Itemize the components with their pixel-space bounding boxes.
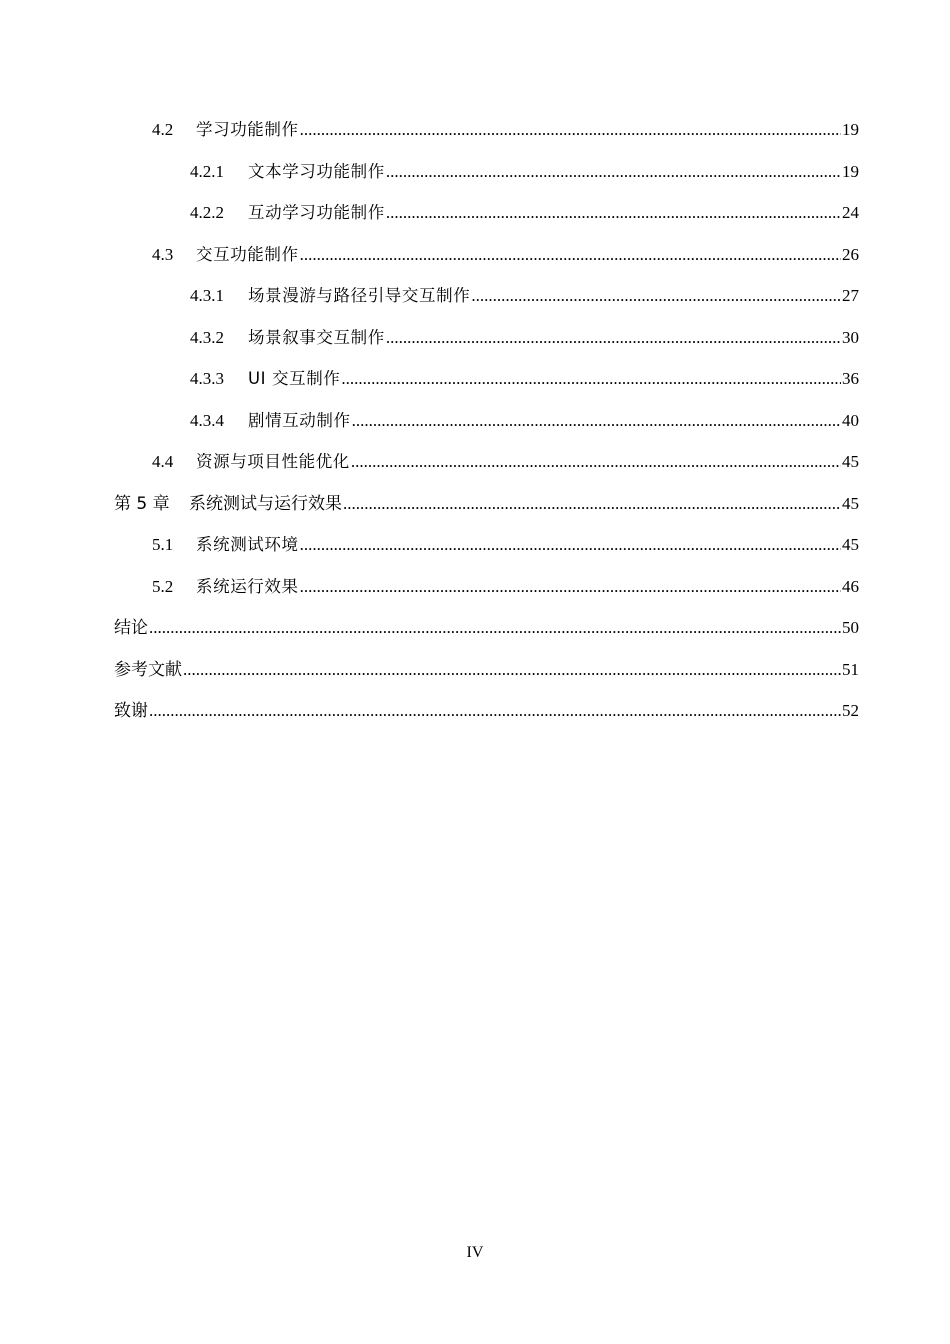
toc-entry-4-3-2[interactable]: [0, 324, 950, 366]
toc-leader-dots: [183, 656, 841, 684]
toc-entry-title: 学习功能制作: [196, 120, 299, 139]
toc-entry-page: 51: [842, 659, 859, 679]
toc-entry-title: 场景漫游与路径引导交互制作: [248, 286, 471, 305]
toc-entry-number: 4.3: [152, 244, 174, 264]
toc-entry-page: 40: [842, 410, 859, 430]
table-of-contents: [0, 116, 950, 739]
toc-entry-page: 46: [842, 576, 859, 596]
toc-entry-5-1[interactable]: [0, 531, 950, 573]
toc-entry-4-3[interactable]: [0, 241, 950, 283]
toc-entry-title: 系统测试环境: [196, 535, 299, 554]
toc-entry-4-4[interactable]: [0, 448, 950, 490]
toc-leader-dots: [300, 116, 841, 144]
toc-leader-dots: [386, 324, 841, 352]
toc-entry-4-2[interactable]: [0, 116, 950, 158]
toc-entry-page: 30: [842, 327, 859, 347]
toc-entry-title: 交互功能制作: [196, 244, 299, 264]
toc-entry-4-3-3[interactable]: [0, 365, 950, 407]
toc-entry-4-3-4[interactable]: [0, 407, 950, 449]
toc-entry-title: 互动学习功能制作: [248, 203, 385, 222]
toc-leader-dots: [300, 573, 841, 601]
toc-entry-chapter-5[interactable]: [0, 490, 950, 532]
toc-entry-page: 50: [842, 618, 859, 637]
page-number-footer: IV: [466, 1244, 484, 1261]
toc-entry-title: 剧情互动制作: [248, 410, 351, 430]
toc-leader-dots: [343, 490, 841, 518]
toc-entry-page: 26: [842, 244, 859, 264]
toc-entry-4-2-1[interactable]: [0, 158, 950, 200]
toc-leader-dots: [149, 614, 841, 642]
toc-entry-number: 4.3.4: [190, 410, 224, 430]
toc-entry-5-2[interactable]: [0, 573, 950, 615]
toc-entry-number: 5.1: [152, 535, 174, 554]
toc-entry-page: 36: [842, 369, 859, 388]
toc-leader-dots: [386, 158, 841, 186]
toc-entry-page: 45: [842, 493, 859, 513]
toc-entry-4-2-2[interactable]: [0, 199, 950, 241]
toc-entry-references[interactable]: [0, 656, 950, 698]
toc-entry-number: 4.4: [152, 452, 174, 471]
toc-entry-page: 24: [842, 203, 859, 222]
toc-entry-title: 致谢: [114, 701, 148, 721]
toc-entry-acknowledgements[interactable]: [0, 697, 950, 739]
toc-entry-title: 场景叙事交互制作: [248, 327, 385, 347]
toc-entry-title: 文本学习功能制作: [248, 161, 385, 181]
toc-entry-number: 4.2.2: [190, 203, 224, 222]
toc-entry-number: 4.3.1: [190, 286, 224, 305]
toc-leader-dots: [351, 448, 841, 476]
toc-entry-number: 5.2: [152, 576, 174, 596]
toc-leader-dots: [386, 199, 841, 227]
toc-entry-number: 第 5 章: [114, 493, 170, 514]
toc-entry-title: 系统测试与运行效果: [189, 493, 342, 514]
toc-leader-dots: [352, 407, 841, 435]
toc-leader-dots: [341, 365, 841, 393]
toc-entry-title: UI 交互制作: [248, 369, 341, 388]
toc-entry-page: 45: [842, 535, 859, 554]
toc-leader-dots: [300, 531, 841, 559]
toc-leader-dots: [149, 697, 841, 725]
toc-entry-page: 45: [842, 452, 859, 471]
toc-entry-page: 52: [842, 701, 859, 720]
toc-entry-page: 19: [842, 161, 859, 181]
toc-entry-number: 4.2.1: [190, 161, 224, 181]
toc-entry-page: 19: [842, 120, 859, 139]
toc-entry-4-3-1[interactable]: [0, 282, 950, 324]
toc-leader-dots: [300, 241, 841, 269]
toc-entry-title: 资源与项目性能优化: [196, 452, 350, 471]
toc-entry-conclusion[interactable]: [0, 614, 950, 656]
toc-entry-page: 27: [842, 286, 859, 305]
toc-entry-title: 参考文献: [114, 659, 182, 680]
toc-entry-number: 4.2: [152, 120, 174, 139]
toc-entry-number: 4.3.2: [190, 327, 224, 347]
toc-entry-number: 4.3.3: [190, 369, 224, 388]
toc-entry-title: 系统运行效果: [196, 576, 299, 596]
toc-entry-title: 结论: [114, 618, 148, 638]
toc-leader-dots: [471, 282, 841, 310]
